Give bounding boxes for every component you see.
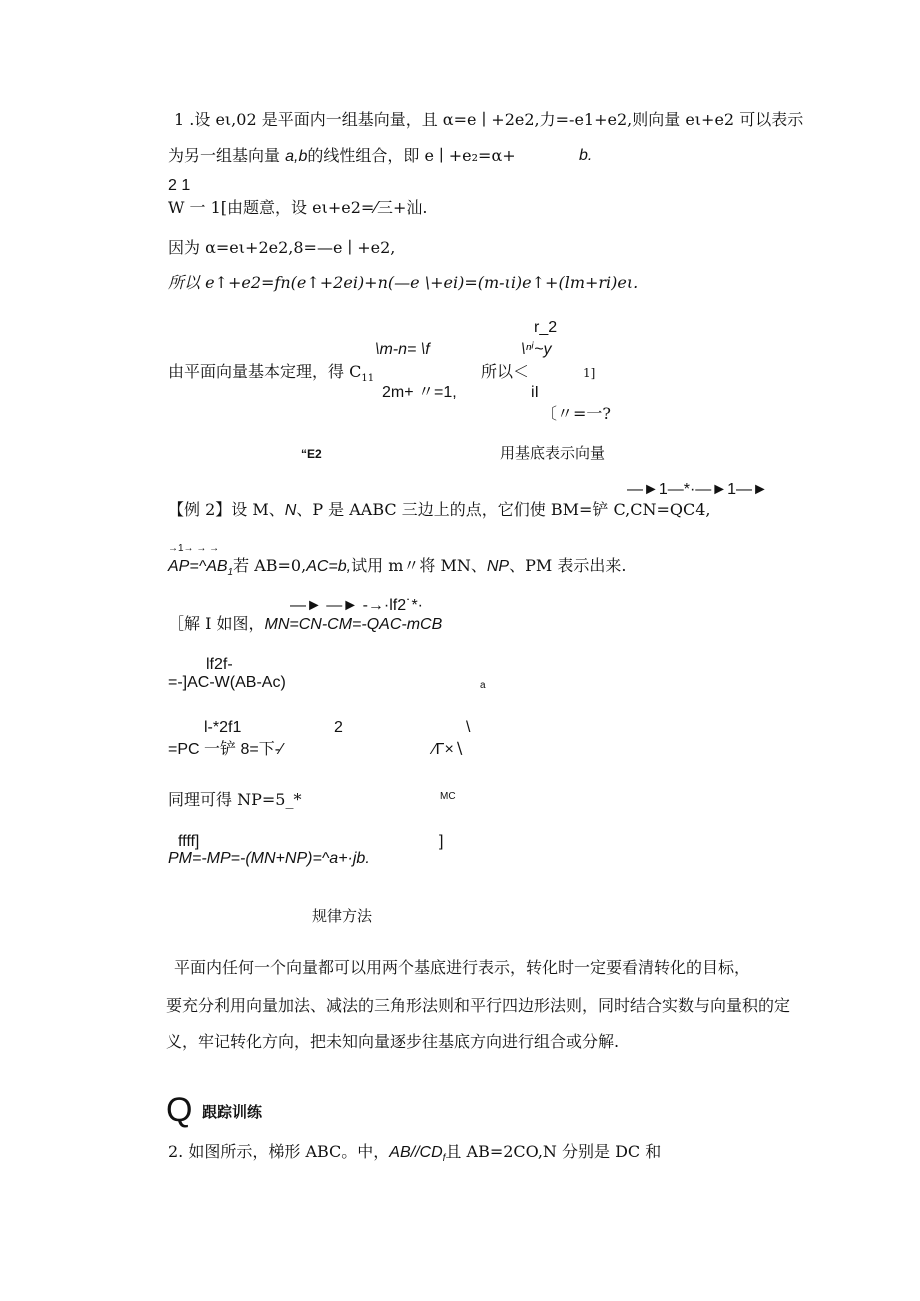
problem-1-line-2-end: b. (579, 147, 593, 164)
problem-2-line-1: 2. 如图所示，梯形 ABC。中，$AB//CD_f$且 AB=2CO,N 分别是 DC 和 (168, 1142, 662, 1165)
figure-label-mc: MC (440, 791, 456, 802)
system-fragment-left: \m-n= \f (375, 341, 430, 358)
solution-line-4-bracket: 1] (583, 366, 596, 380)
fraction-numerators: 2 1 (168, 177, 191, 194)
system-result-fragment: 〔〃=一? (541, 404, 611, 423)
solution-line-4-therefore: 所以＜ (481, 362, 530, 381)
method-paragraph-line-2: 要充分利用向量加法、减法的三角形法则和平行四边形法则，同时结合实数与向量积的定 (166, 996, 791, 1015)
method-paragraph-line-3: 义，牢记转化方向，把未知向量逐步往基底方向进行组合或分解. (166, 1032, 620, 1051)
solution-2-line-2: =-]AC-W(AB-Ac) (168, 674, 286, 691)
figure-stroke-2: ] (439, 833, 444, 850)
solution-line-4: 由平面向量基本定理，得 $C_{11}$ (168, 362, 375, 385)
section-marker: “E2 (301, 447, 322, 461)
fraction-fragment-2-num: 2 (334, 719, 343, 736)
problem-1-line-2: 为另一组基向量 a,b的线性组合，即 e ∣ +e₂=α+ (168, 146, 516, 165)
solution-line-3: 所以 e↑+e2=fn(e↑+2ei)+n(—e \+ei)=(m-ιi)e↑+(lm+ri)eι. (168, 273, 639, 292)
method-heading: 规律方法 (312, 907, 373, 925)
follow-up-heading: 跟踪训练 (202, 1103, 263, 1121)
figure-fragment: ⁄Γ×∖ (433, 741, 465, 758)
system-equation-2: 2m+ 〃=1, (382, 384, 457, 401)
figure-label-a: a (480, 680, 486, 691)
figure-stroke-1: \ (466, 719, 471, 736)
system-fragment-ii: iI (531, 384, 539, 401)
fraction-fragment-2: l-*2f1 (204, 719, 242, 736)
vector-arrows-row-1: —►1—*·—►1—► (627, 481, 768, 498)
fraction-fragment-1: lf2f- (206, 656, 233, 673)
fraction-fragment-3: ffff] (178, 833, 200, 850)
solution-line-1: W 一 1[由题意，设 eι+e2=⁄三+汕. (168, 198, 428, 217)
system-fragment-top: r_2 (534, 319, 558, 336)
q-icon: Q (166, 1091, 193, 1129)
solution-2-line-5: PM=-MP=-(MN+NP)=^a+·jb. (168, 850, 370, 867)
solution-line-2: 因为 α=eι+2e2,8=—e ∣ +e2, (168, 238, 396, 257)
vector-arrows-row-3: —► —► -→·lf2˙*· (290, 597, 423, 614)
problem-1-line-1: 1 .设 eι,02 是平面内一组基向量，且 α=e ∣ +2e2,力=-e1+e2,则向量 eι+e2 可以表示 (174, 110, 804, 129)
method-paragraph-line-1: 平面内任何一个向量都可以用两个基底进行表示，转化时一定要看清转化的目标， (174, 958, 751, 977)
section-heading: 用基底表示向量 (500, 444, 606, 462)
system-fragment-right: \ⁿⁱ~y (521, 341, 552, 358)
solution-2-line-4: 同理可得 NP=5_* (168, 790, 302, 809)
vector-arrows-row-2: →1→ → → (168, 543, 220, 554)
example-2-line-1: 【例 2】设 M、N、P 是 AABC 三边上的点，它们使 BM=铲 C,CN=QC4, (168, 500, 711, 519)
example-2-line-2: $AP=\^{}AB_1$若 AB=0,AC=b,试用 m〃将 MN、NP、PM 表示出来. (168, 556, 627, 579)
solution-2-line-3: =PC 一铲 8=下-⁄ (168, 741, 283, 758)
solution-2-line-1: ［解 I 如图，MN=CN-CM=-QAC-mCB (168, 614, 443, 633)
